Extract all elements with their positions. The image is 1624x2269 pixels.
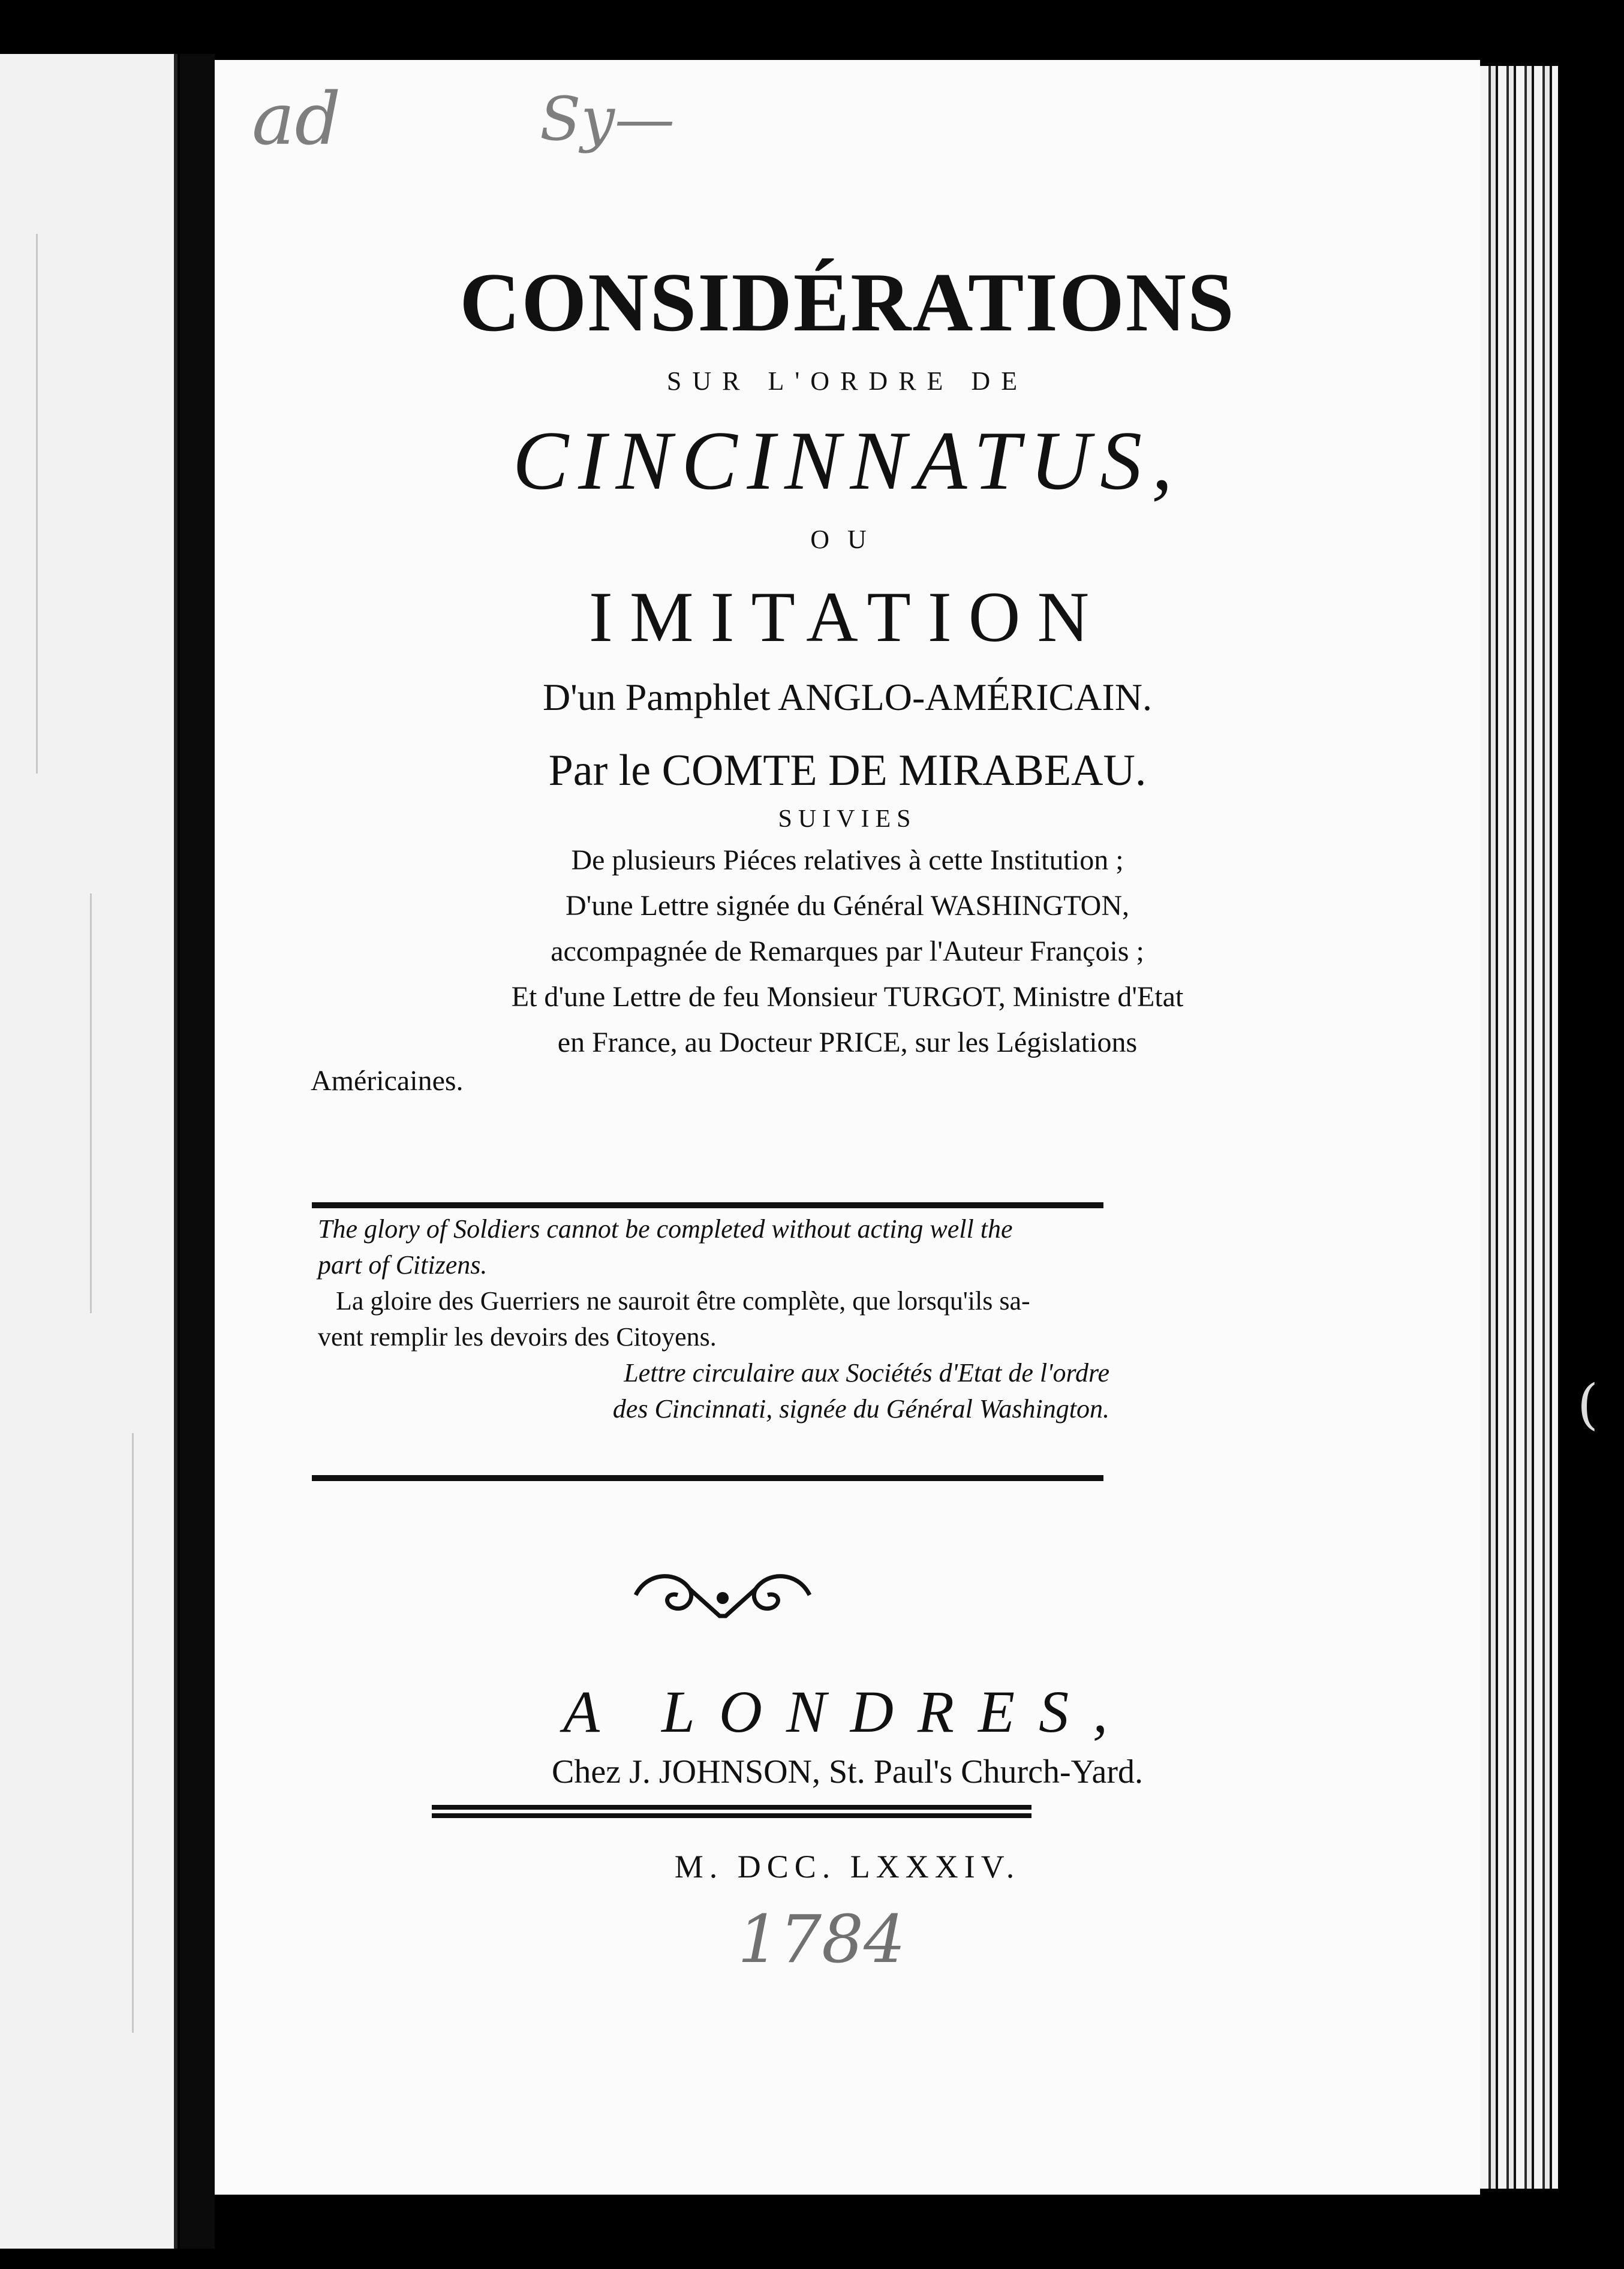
imprint-city: A LONDRES, xyxy=(563,1678,1132,1745)
rule-bottom xyxy=(312,1475,1103,1481)
description-line-6: Américaines. xyxy=(311,1065,464,1097)
epigraph-english-2: part of Citizens. xyxy=(318,1250,488,1280)
epigraph xyxy=(318,1211,1109,1427)
title-cincinnatus: CINCINNATUS, xyxy=(512,414,1183,507)
epigraph-french-1: La gloire des Guerriers ne sauroit être complète, que lorsqu'ils sa- xyxy=(336,1286,1030,1316)
page-edges xyxy=(1480,66,1558,2189)
description-line-4: Et d'une Lettre de feu Monsieur TURGOT, Ministre d'Etat xyxy=(511,981,1184,1013)
author-line: Par le COMTE DE MIRABEAU. xyxy=(548,746,1147,795)
imprint-double-rule xyxy=(432,1805,1031,1818)
title-imitation: IMITATION xyxy=(588,577,1106,657)
epigraph-source-1: Lettre circulaire aux Sociétés d'Etat de l'ordre xyxy=(624,1358,1109,1388)
epigraph-french-2: vent remplir les devoirs des Citoyens. xyxy=(318,1322,717,1352)
subtitle-line: SUR L'ORDRE DE xyxy=(666,366,1028,396)
paper-streak xyxy=(132,1433,134,2033)
description-line-2: D'une Lettre signée du Général WASHINGTON, xyxy=(566,890,1129,922)
description-line-5: en France, au Docteur PRICE, sur les Législations xyxy=(557,1027,1138,1058)
book-spine xyxy=(180,54,215,2249)
description-line-1: De plusieurs Piéces relatives à cette Institution ; xyxy=(571,844,1124,876)
left-page xyxy=(0,54,178,2249)
epigraph-english-1: The glory of Soldiers cannot be completed without acting well the xyxy=(318,1214,1013,1244)
title-block xyxy=(215,258,1480,1100)
paper-streak xyxy=(90,893,92,1313)
suivies-line: SUIVIES xyxy=(778,805,917,833)
title-ou: OU xyxy=(810,525,885,554)
handwritten-date: 1784 xyxy=(738,1901,906,1978)
handwritten-mark-top-left: ad xyxy=(252,78,341,161)
main-title: CONSIDÉRATIONS xyxy=(459,256,1235,349)
handwritten-mark-top-mid: Sy— xyxy=(540,84,675,154)
description-line-3: accompagnée de Remarques par l'Auteur François ; xyxy=(551,935,1144,967)
paper-streak xyxy=(36,234,38,774)
edge-mark: ( xyxy=(1577,1373,1599,1436)
epigraph-source-2: des Cincinnati, signée du Général Washington. xyxy=(612,1394,1109,1424)
title-pamphlet: D'un Pamphlet ANGLO-AMÉRICAIN. xyxy=(543,676,1152,718)
rule-top xyxy=(312,1202,1103,1208)
imprint-publisher: Chez J. JOHNSON, St. Paul's Church-Yard. xyxy=(552,1753,1143,1790)
ornament-icon xyxy=(630,1565,816,1625)
imprint-year: M. DCC. LXXXIV. xyxy=(674,1849,1021,1885)
